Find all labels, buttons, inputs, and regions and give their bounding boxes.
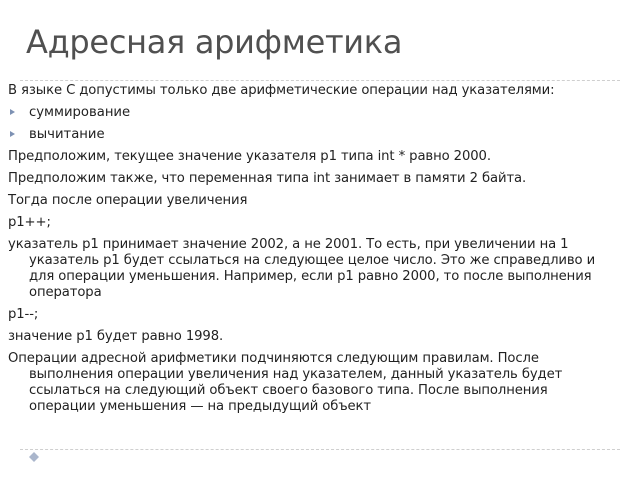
paragraph: Предположим также, что переменная типа int занимает в памяти 2 байта. — [8, 171, 527, 186]
diamond-icon — [29, 452, 39, 462]
title-divider — [20, 80, 620, 81]
paragraph: Операции адресной арифметики подчиняются следующим правилам. После выполнения операции увеличения над указателем, данный указатель будет ссылаться на следующий объект своего базового типа. После выполнения операции уменьшения — на предыдущий объект — [8, 351, 563, 414]
code-line: p1--; — [8, 307, 39, 322]
footer-divider — [20, 449, 620, 450]
bullet-text: вычитание — [29, 127, 105, 142]
paragraph: значение p1 будет равно 1998. — [8, 329, 224, 344]
paragraph: указатель p1 принимает значение 2002, а не 2001. То есть, при увеличении на 1 указатель p1 будет ссылаться на следующее целое число. Это же справедливо и для операции уменьшения. Например, если p1 равно 2000, то после выполнения оператора — [8, 237, 596, 300]
code-line: p1++; — [8, 215, 51, 230]
paragraph: Тогда после операции увеличения — [8, 193, 248, 208]
paragraph: Предположим, текущее значение указателя p1 типа int * равно 2000. — [8, 149, 491, 164]
bullet-item — [8, 105, 608, 121]
intro-paragraph: В языке С допустимы только две арифметические операции над указателями: — [8, 83, 555, 98]
bullet-item — [8, 127, 608, 143]
slide-title: Адресная арифметика — [26, 23, 403, 61]
slide-content — [8, 83, 608, 421]
bullet-arrow-icon — [10, 109, 15, 115]
bullet-arrow-icon — [10, 131, 15, 137]
bullet-text: суммирование — [29, 105, 131, 120]
